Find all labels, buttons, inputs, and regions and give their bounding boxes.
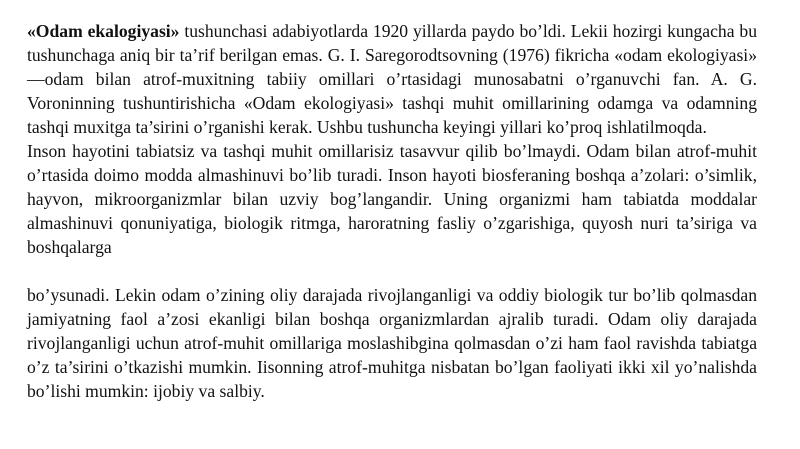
paragraph-human-nature: Inson hayotini tabiatsiz va tashqi muhit omillarisiz tasavvur qilib bo’lmaydi. Odam bilan atrof-muhit o’rtasida doimo modda almashinuvi bo’lib turadi. Inson hayoti biosferaning boshqa a’zolari: o’simlik, hayvon, mikroorganizmlar bilan uzviy bog’langandir. Uning organizmi ham tabiatda moddalar almashinuvi qonuniyatiga, biologik ritmga, haroratning fasliy o’zgarishiga, quyosh nuri ta’siriga va boshqalarga [27, 141, 757, 257]
paragraph-definition-text: tushunchasi adabiyotlarda 1920 yillarda paydo bo’ldi. Lekii hozirgi kungacha bu tushunchaga aniq bir ta’rif berilgan emas. G. I. Saregorodtsovning (1976) fikricha «odam ekologiyasi» —odam bilan atrof-muxitning tabiiy omillari o’rtasidagi munosabatni o’rganuvchi fan. A. G. Voroninning tushuntirishicha «Odam ekologiyasi» tashqi muhit omillarining odamga va odamning tashqi muxitga ta’sirini o’rganishi kerak. Ushbu tushuncha keyingi yillari ko’proq ishlatilmoqda. [27, 21, 757, 137]
paragraph-gap [27, 259, 757, 283]
paragraph-definition [27, 19, 757, 139]
paragraph-human-activity: bo’ysunadi. Lekin odam o’zining oliy darajada rivojlanganligi va oddiy biologik tur bo’lib qolmasdan jamiyatning faol a’zosi ekanligi bilan boshqa organizmlardan ajralib turadi. Odam oliy darajada rivojlanganligi uchun atrof-muhit omillariga moslashibgina qolmasdan o’zi ham faol ravishda tabiatga o’z ta’sirini o’tkazishi mumkin. Iisonning atrof-muhitga nisbatan bo’lgan faoliyati ikki xil yo’nalishda bo’lishi mumkin: ijobiy va salbiy. [27, 285, 757, 401]
term-odam-ekologiyasi: «Odam ekalogiyasi» [27, 21, 180, 41]
